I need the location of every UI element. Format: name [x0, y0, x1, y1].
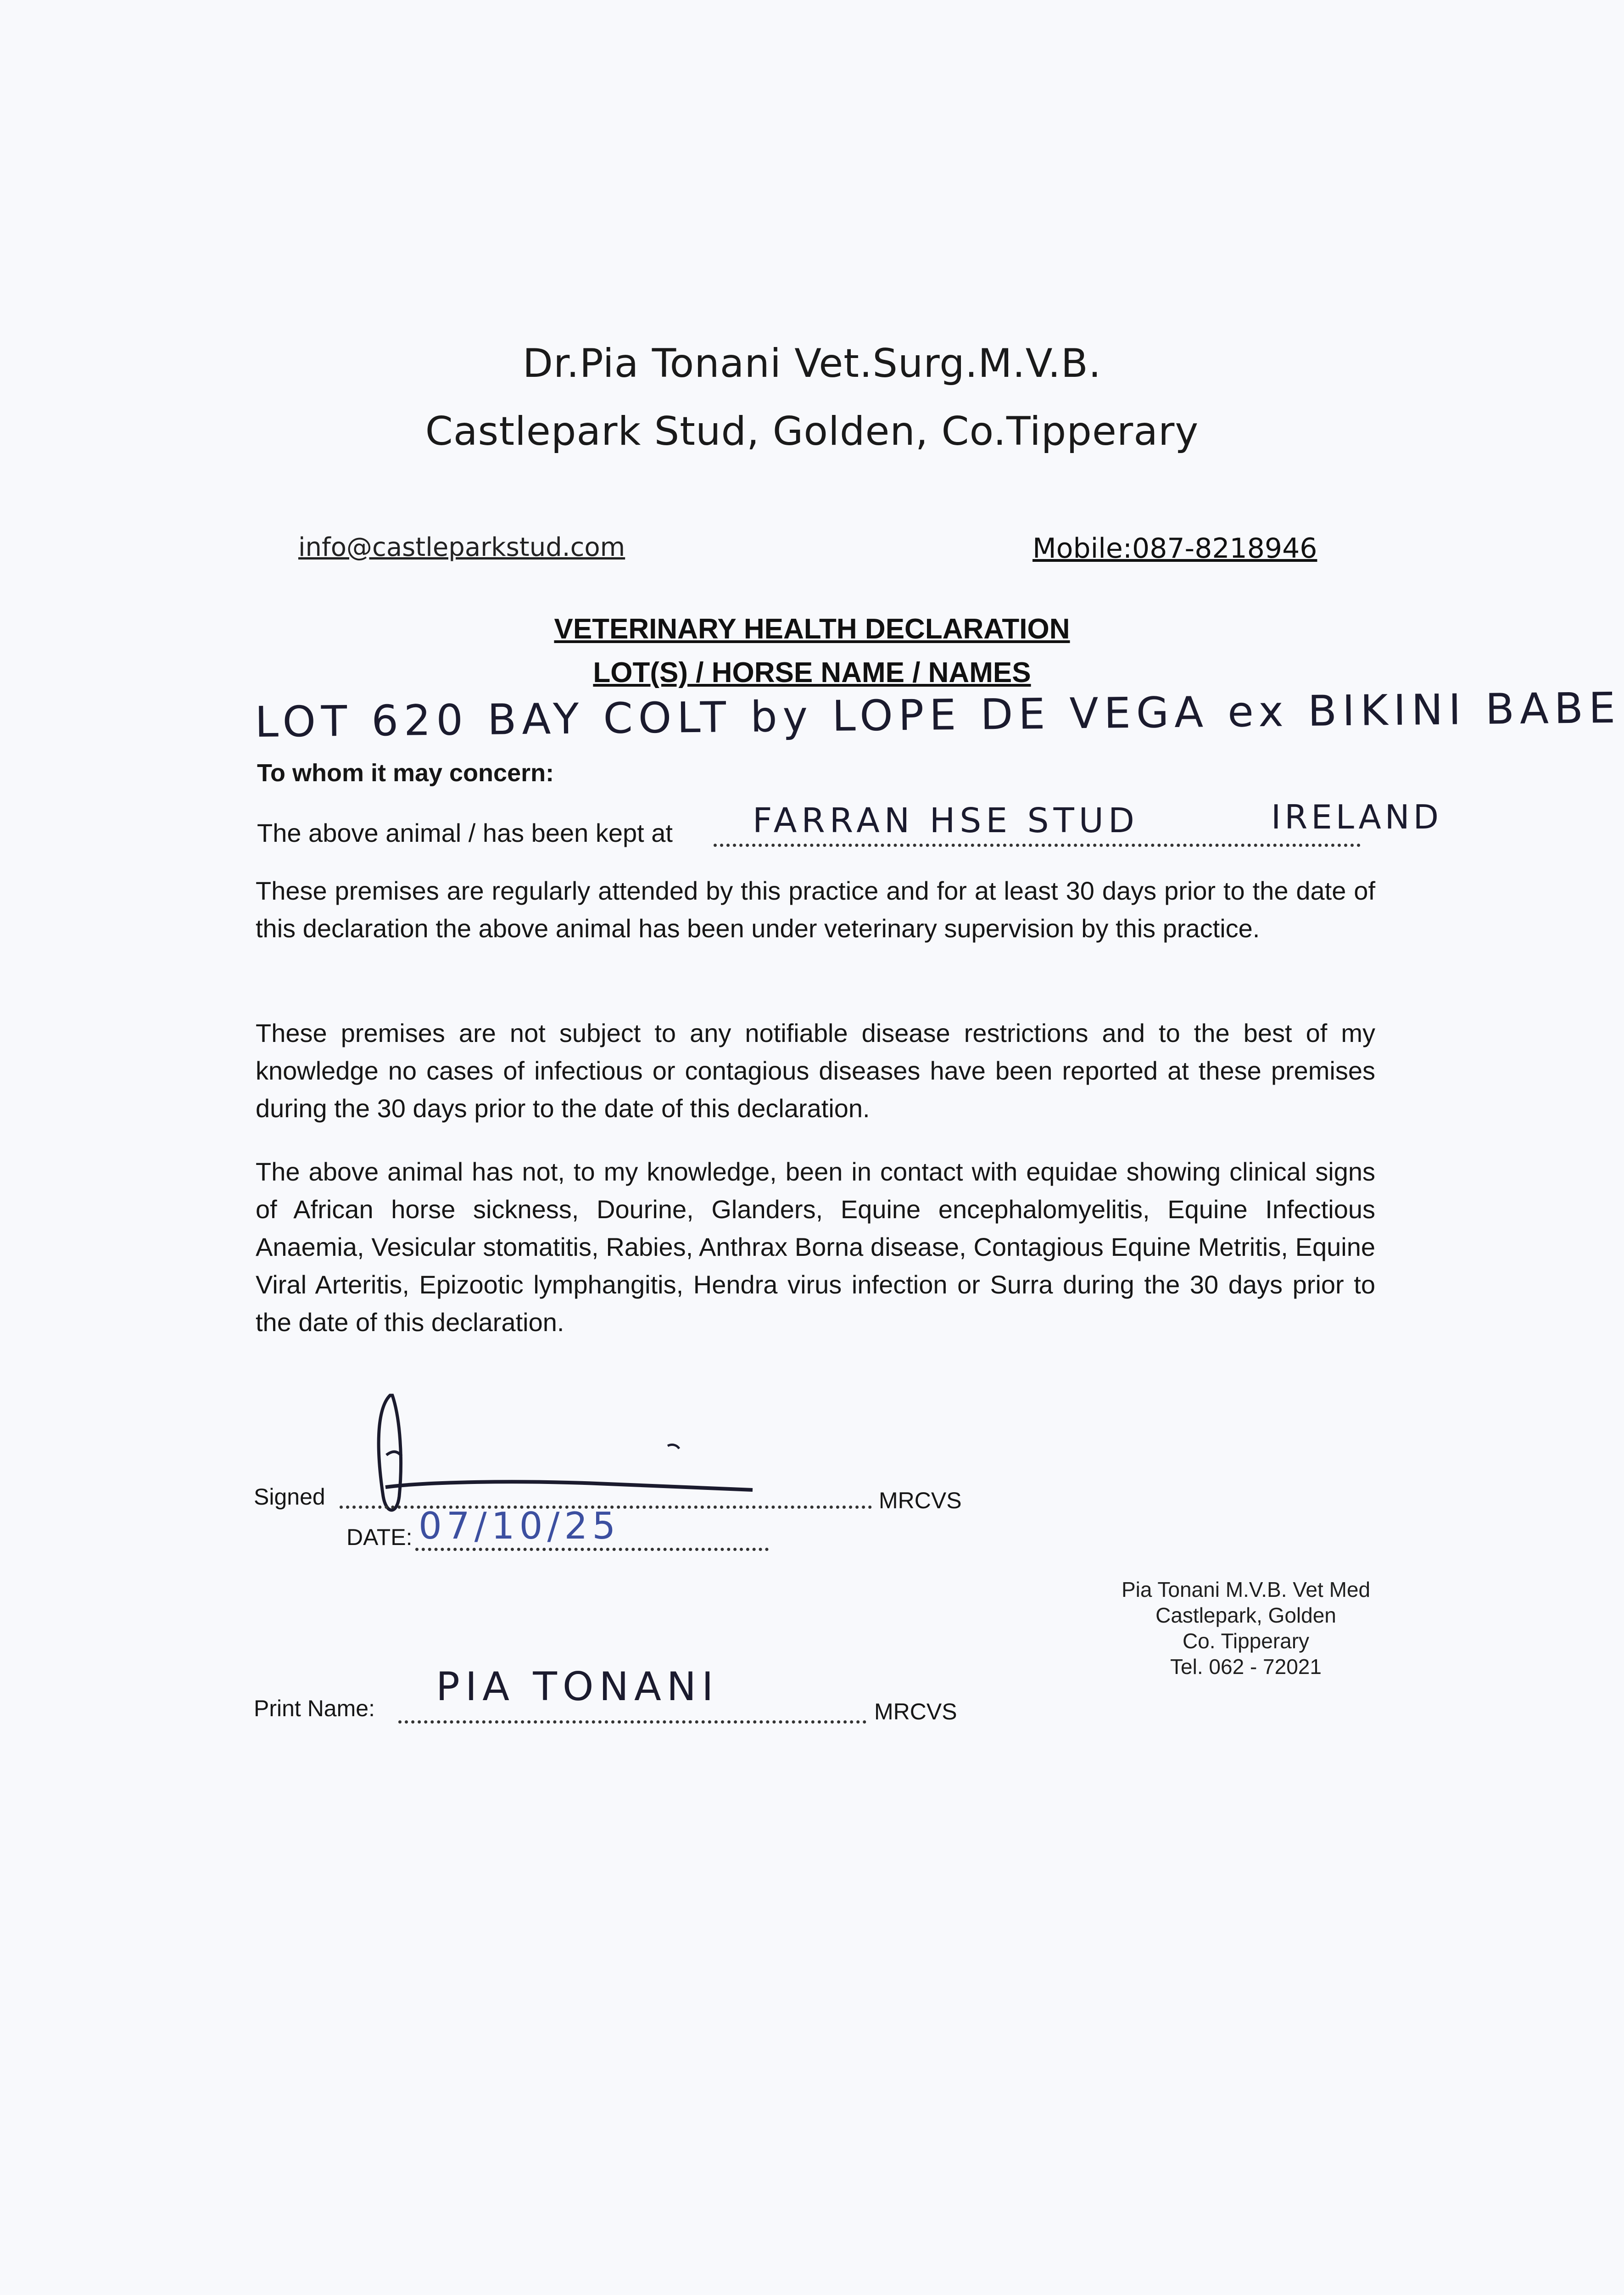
stamp-line-phone: Tel. 062 - 72021: [1170, 1655, 1322, 1679]
date-label: DATE:: [346, 1524, 413, 1550]
signature-mrcvs: MRCVS: [879, 1488, 962, 1513]
kept-at-label: The above animal / has been kept at: [257, 818, 673, 847]
document-subtitle: LOT(S) / HORSE NAME / NAMES: [593, 657, 1031, 688]
practice-stamp: [1051, 1577, 1441, 1679]
paragraph-contact: The above animal has not, to my knowledge, been in contact with equidae showing clinical signs of African horse sickness, Dourine, Glanders, Equine encephalomyelitis, Equine Infectious Anaemia, Vesicular stomatitis, Rabies, Anthrax Borna disease, Contagious Equine Metritis, Equine Viral Arteritis, Epizootic lymphangitis, Hendra virus infection or Surra during the 30 days prior to the date of this declaration.: [256, 1157, 1375, 1337]
letterhead-address: Castlepark Stud, Golden, Co.Tipperary: [425, 409, 1199, 454]
email-link[interactable]: info@castleparkstud.com: [298, 532, 625, 562]
print-name-dotted-line: [398, 1720, 866, 1724]
lot-entry-handwritten: LOT 620 BAY COLT by LOPE DE VEGA ex BIKINI BABE: [255, 683, 1621, 747]
print-name-mrcvs: MRCVS: [874, 1699, 957, 1724]
date-value-handwritten: 07/10/25: [419, 1505, 620, 1547]
letterhead-name: Dr.Pia Tonani Vet.Surg.M.V.B.: [522, 341, 1102, 386]
document-title: VETERINARY HEALTH DECLARATION: [554, 613, 1070, 645]
stamp-line-name: Pia Tonani M.V.B. Vet Med: [1121, 1578, 1371, 1601]
signed-label: Signed: [254, 1484, 325, 1510]
paragraph-supervision: These premises are regularly attended by this practice and for at least 30 days prior to the date of this declaration the above animal has been under veterinary supervision by this practice.: [256, 876, 1375, 943]
print-name-handwritten: PIA TONANI: [436, 1664, 719, 1710]
mobile-number: Mobile:087-8218946: [1032, 532, 1317, 565]
print-name-label: Print Name:: [254, 1696, 375, 1721]
date-dotted-line: [415, 1548, 769, 1551]
stamp-line-address: Castlepark, Golden: [1155, 1603, 1336, 1627]
kept-at-country-handwritten: IRELAND: [1271, 798, 1443, 836]
stamp-line-county: Co. Tipperary: [1182, 1629, 1310, 1653]
paragraph-restrictions: These premises are not subject to any notifiable disease restrictions and to the best of my knowledge no cases of infectious or contagious diseases have been reported at these premises during the 30 days prior to the date of this declaration.: [256, 1019, 1375, 1123]
kept-at-dotted-line: [714, 844, 1361, 847]
salutation: To whom it may concern:: [257, 759, 554, 787]
kept-at-place-handwritten: FARRAN HSE STUD: [753, 801, 1139, 840]
